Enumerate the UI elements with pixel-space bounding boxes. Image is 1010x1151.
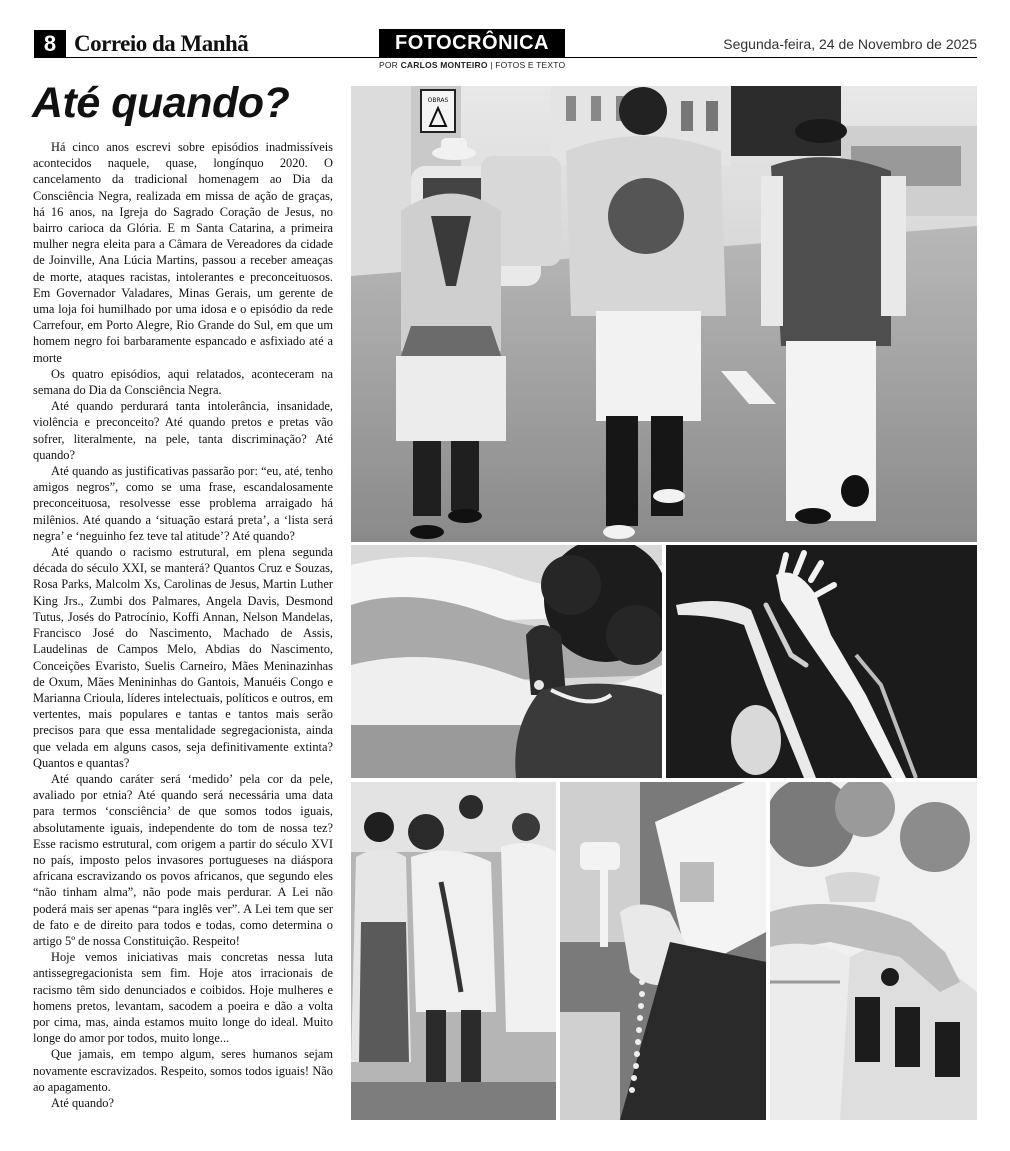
photo-hand-rosary bbox=[560, 782, 766, 1120]
byline-author: CARLOS MONTEIRO bbox=[400, 60, 488, 70]
paragraph: Há cinco anos escrevi sobre episódios inadmissíveis acontecidos naquele, quase, longínquo 2020. O cancelamento da tradicional homenagem ao Dia da Consciência Negra, realizada em missa de ação de graças, há 16 anos, na Igreja do Sagrado Coração de Jesus, no bairro carioca da Glória. E m Santa Catarina, a primeira mulher negra eleita para a Câmara de Vereadores da cidade de Joinville, Ana Lúcia Martins, passou a receber ameaças de morte, ataques racistas, intolerantes e preconceituosos. Em Governador Valadares, Minas Gerais, um gerente de uma loja foi humilhado por uma idosa e o episódio da rede Carrefour, em Porto Alegre, Rio Grande do Sul, em que um homem negro foi barbaramente espancado e asfixiado até a morte bbox=[33, 140, 333, 365]
headline: Até quando? bbox=[32, 79, 290, 127]
paragraph: Até quando perdurará tanta intolerância, insanidade, violência e preconceito? Até quando pretos e pretas vão sofrer, literalmente, na pele, tanta discriminação? Até quando? bbox=[33, 399, 333, 462]
photo-baiana-church bbox=[770, 782, 977, 1120]
newspaper-name: Correio da Manhã bbox=[74, 31, 249, 56]
paragraph: Que jamais, em tempo algum, seres humanos sejam novamente escravizados. Respeito, somos todos iguais! Não ao apagamento. bbox=[33, 1047, 333, 1094]
article-body bbox=[33, 139, 333, 1129]
photo-woman-afro-sea bbox=[351, 545, 662, 778]
photo-procession-crowd bbox=[351, 782, 556, 1120]
paragraph: Hoje vemos iniciativas mais concretas nessa luta antissegregacionista sem fim. Hoje atos irracionais de racismo têm sido denunciados e coibidos. Hoje mulheres e homens pretos, levantam, sacodem a poeira e dão a volta por cima, mas, ainda estamos muito longe do ideal. Muito longe do amor por todos, muito longe... bbox=[33, 950, 333, 1046]
paragraph: Os quatro episódios, aqui relatados, aconteceram na semana do Dia da Consciência Negra. bbox=[33, 366, 333, 398]
street-sign-text: OBRAS bbox=[427, 97, 449, 104]
page-number: 8 bbox=[34, 30, 66, 58]
photo-reaching-hands bbox=[666, 545, 977, 778]
photo-men-walking bbox=[351, 86, 977, 542]
paragraph: Até quando? bbox=[51, 1095, 114, 1110]
paragraph: Até quando as justificativas passarão por: “eu, até, tenho amigos negros”, como se uma frase, escandalosamente preconceituosa, resolvesse esse problema arraigado há milênios. Até quando a ‘situação estará preta’, a ‘lista será negra’ e ‘neguinho fez teve tal atitude’? Até quando? bbox=[33, 464, 333, 543]
paragraph: Até quando o racismo estrutural, em plena segunda década do século XXI, se manterá? Quantos Cruz e Souzas, Rosa Parks, Malcolm Xs, Carolinas de Jesus, Martin Luther King Jrs., Zumbi dos Palmares, Angela Davis, Desmond Tutus, Josés do Patrocínio, Koffi Annan, Nelson Mandelas, Francisco José do Nascimento, Machado de Assis, Laudelinas de Campos Melo, Abdias do Nascimento, Conceições Evaristo, Suelis Carneiro, Mães Meninazinhas de Oxum, Mães Menininhas do Gantois, Manuéis Congo e Mariannа Crioula, líderes intelectuais, políticos e outros, em vertentes, mais populares e tantas e tantos mais serão precisos para que essa mentalidade segregacionista, ainda que velada em alguns casos, seja definitivamente extinta? Quantos e quantas? bbox=[33, 545, 333, 770]
section-title: FOTOCRÔNICA bbox=[379, 29, 565, 57]
paragraph: Até quando caráter será ‘medido’ pela cor da pele, avaliado por etnia? Até quando será necessária uma data para termos ‘consciência’ de que somos todos iguais, absolutamente iguais, independente do tom de nossa tez? Esse racismo estrutural, com origem a partir do século XVI no país, imposto pelos invasores portugueses na diáspora africana escravizando os povos africanos, que segundo eles “não tinham alma”, não pode mais perdurar. A Lei não poderá mais ser apenas “para inglês ver”. A Lei tem que ser de fato e de direito para todos e todas, como determina o artigo 5º de nossa Constituição. Respeito! bbox=[33, 771, 333, 948]
header-rule bbox=[34, 57, 977, 58]
byline-prefix: POR bbox=[379, 60, 399, 70]
byline bbox=[379, 60, 565, 70]
publication-date: Segunda-feira, 24 de Novembro de 2025 bbox=[723, 36, 977, 52]
byline-suffix: | FOTOS E TEXTO bbox=[490, 60, 566, 70]
